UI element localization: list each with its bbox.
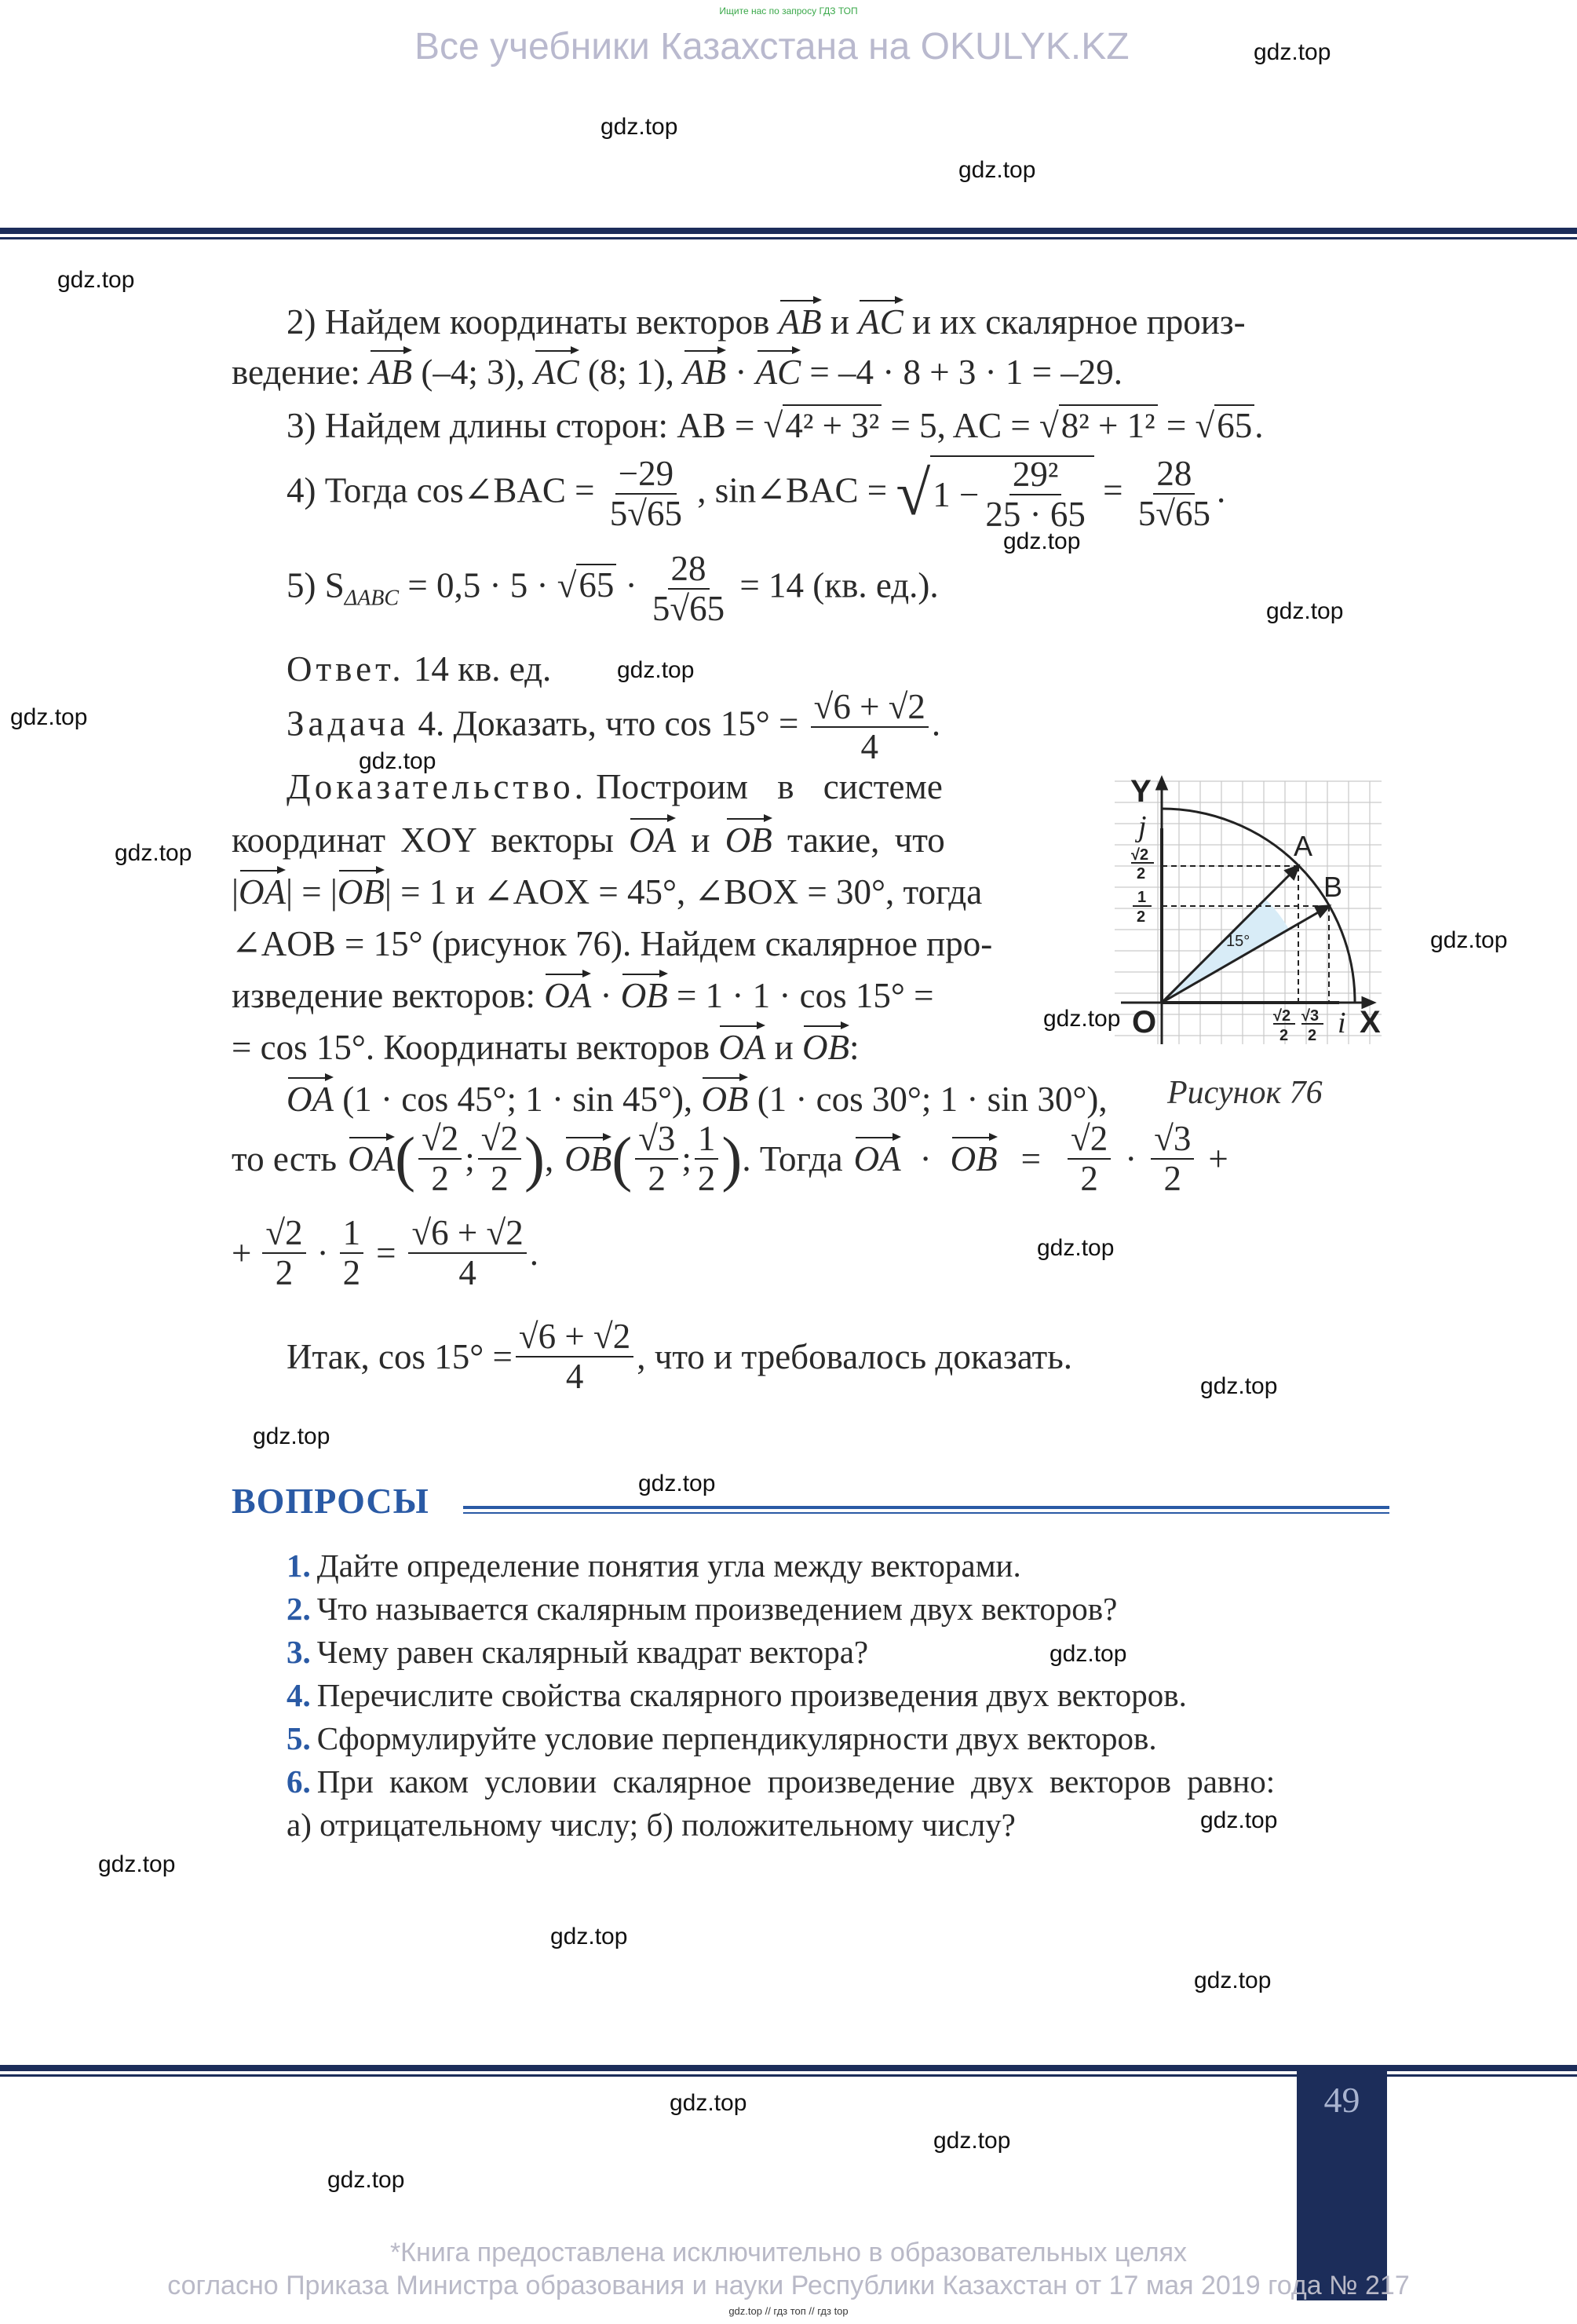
- header-hint: Ищите нас по запросу ГДЗ ТОП: [719, 5, 858, 16]
- proof-line6-text: = cos 15°. Координаты векторов: [232, 1028, 710, 1067]
- step5-text-b: = 0,5 · 5 ·: [407, 565, 549, 605]
- fraction-numerator: 28: [668, 551, 710, 590]
- vector-ob: OB: [725, 820, 772, 860]
- footer-note-2: согласно Приказа Министра образования и науки Республики Казахстан от 17 мая 2019 года № 217: [167, 2271, 1410, 2300]
- plus-sign: +: [1208, 1138, 1228, 1178]
- watermark: gdz.top: [1254, 39, 1331, 65]
- vector-ob: OB: [337, 872, 385, 912]
- x-tick-sqrt3-den: 2: [1308, 1027, 1317, 1044]
- label-B: B: [1323, 871, 1343, 903]
- watermark: gdz.top: [958, 157, 1036, 183]
- vector-oa: OA: [853, 1138, 901, 1178]
- fraction-denominator: 5√65: [1137, 494, 1210, 533]
- fraction-one-half: [340, 1215, 364, 1291]
- proof-line4-text: ∠AOB = 15° (рисунок 76). Найдем скалярное про-: [232, 924, 993, 963]
- fraction-denominator: 4: [458, 1253, 476, 1292]
- watermark: gdz.top: [1050, 1641, 1127, 1667]
- proof-line2-end: такие, что: [787, 820, 945, 860]
- watermark: gdz.top: [1200, 1807, 1278, 1833]
- semicolon: ;: [681, 1138, 692, 1178]
- vector-oa: OA: [544, 976, 592, 1015]
- proof-line9: [232, 1215, 538, 1291]
- step5-fraction: [649, 551, 728, 627]
- watermark: gdz.top: [1194, 1968, 1272, 1993]
- question-text: Чему равен скалярный квадрат вектора?: [316, 1634, 869, 1670]
- proof-line2: [232, 820, 945, 860]
- fraction-numerator: 1: [340, 1215, 364, 1254]
- vector-ab: AB: [683, 353, 727, 392]
- period: .: [529, 1233, 539, 1273]
- proof-line3: [232, 872, 983, 912]
- fraction-numerator: √6 + √2: [408, 1215, 526, 1254]
- conclusion-text-b: , что и требовалось доказать.: [637, 1336, 1072, 1376]
- step4-fraction-sin: [1135, 456, 1214, 532]
- step4-fraction-cos: [607, 456, 685, 532]
- fraction-denominator: 2: [648, 1159, 666, 1198]
- fraction-result: [408, 1215, 526, 1291]
- step3-radicand-1: 4² + 3²: [783, 404, 882, 445]
- watermark: gdz.top: [98, 1851, 176, 1877]
- questions-heading: ВОПРОСЫ: [232, 1481, 429, 1521]
- abs-bar: |: [232, 872, 239, 912]
- question-number: 1.: [287, 1548, 311, 1584]
- step4-radicand: 1 −: [933, 474, 980, 514]
- vector-oa: OA: [348, 1138, 396, 1178]
- step4-fraction-inner: [982, 457, 1089, 532]
- question-text: Что называется скалярным произведением двух векторов?: [316, 1591, 1118, 1627]
- proof-line5-result: = 1 · 1 · cos 15° =: [677, 976, 934, 1015]
- question-text: Дайте определение понятия угла между векторами.: [316, 1548, 1021, 1584]
- fraction-denominator: 4: [565, 1357, 584, 1396]
- vector-ob: OB: [701, 1080, 749, 1119]
- question-number: 5.: [287, 1720, 311, 1756]
- fraction-numerator: √2: [1068, 1121, 1111, 1160]
- step2-text-a: 2) Найдем координаты векторов: [287, 302, 770, 342]
- vector-ob: OB: [620, 976, 668, 1015]
- fraction-denominator: 4: [860, 727, 879, 766]
- vector-ab: AB: [778, 302, 822, 342]
- task4-text: 4. Доказать, что cos 15° =: [418, 703, 799, 744]
- figure-76: [1115, 773, 1389, 1052]
- y-tick-half: 1: [1137, 889, 1147, 906]
- question-text: Перечислите свойства скалярного произведения двух векторов.: [316, 1677, 1187, 1713]
- vector-ac: AC: [534, 353, 579, 392]
- semicolon: ;: [465, 1138, 475, 1178]
- x-tick-sqrt2-den: 2: [1279, 1027, 1289, 1044]
- header-title[interactable]: Все учебники Казахстана на OKULYK.KZ: [414, 26, 1130, 68]
- dot-sign: ·: [600, 976, 612, 1015]
- fraction-sqrt3-over-2: [635, 1121, 678, 1197]
- step3-text-a: 3) Найдем длины сторон: AB =: [287, 406, 755, 445]
- proof-line8-text: то есть: [232, 1138, 338, 1178]
- answer-label: Ответ.: [287, 649, 405, 689]
- question-4: [287, 1676, 1187, 1714]
- watermark: gdz.top: [550, 1924, 628, 1949]
- vector-ob: OB: [950, 1138, 998, 1178]
- fraction-denominator: 2: [275, 1253, 294, 1292]
- label-j: j: [1138, 810, 1147, 843]
- y-tick-sqrt2: √2: [1131, 846, 1149, 864]
- step5-line: 5) $S_{\Delta ABC} = 0,5 \cdot 5 \cdot √65$ · $\frac{28}{5√65}$ = 14 (кв. ед.).: [287, 549, 939, 628]
- paren-close: ): [524, 1124, 545, 1193]
- fraction-numerator: √3: [635, 1121, 678, 1160]
- y-tick-half-den: 2: [1137, 908, 1146, 926]
- fraction-numerator: 1: [695, 1121, 719, 1160]
- vector-oa: OA: [718, 1028, 766, 1067]
- x-tick-sqrt3: √3: [1301, 1007, 1320, 1025]
- vector-ob: OB: [801, 1028, 849, 1067]
- label-X: X: [1360, 1005, 1381, 1040]
- step5-text-d: = 14 (кв. ед.).: [739, 565, 939, 605]
- vector-oa: OA: [629, 820, 677, 860]
- axes: [1121, 778, 1374, 1044]
- top-rule-thin: [0, 237, 1577, 239]
- question-number: 3.: [287, 1634, 311, 1670]
- step5-radicand: 65: [576, 564, 616, 605]
- footer-small: gdz.top // гдз топ // гдз top: [728, 2305, 849, 2317]
- ac-coords: (8; 1),: [587, 353, 674, 392]
- step4-line: 4) Тогда cos∠BAC = $\frac{-29}{5√65}$ , sin∠BAC = √ 1 − $\frac{\text{29²}}{25 \cdot 65}$ = $\frac{28}{5√65}$ .: [287, 454, 1226, 534]
- proof-line5: [232, 978, 934, 1014]
- step2-line2-text: ведение:: [232, 353, 360, 392]
- fraction-denominator: 2: [1163, 1159, 1182, 1198]
- label-A: A: [1294, 830, 1313, 862]
- vector-ob: OB: [564, 1138, 612, 1178]
- ob-coords: (1 · cos 30°; 1 · sin 30°),: [757, 1080, 1108, 1119]
- dot-sign: ·: [316, 1233, 329, 1273]
- question-number: 2.: [287, 1591, 311, 1627]
- fraction-sqrt2-over-2: [478, 1121, 521, 1197]
- step4-text-b: , sin∠BAC =: [697, 470, 888, 510]
- x-tick-sqrt2: √2: [1273, 1007, 1291, 1025]
- fraction-numerator: √6 + √2: [811, 689, 929, 728]
- fraction-denominator: 2: [342, 1253, 361, 1292]
- step4-end: .: [1217, 470, 1226, 510]
- proof-then: . Тогда: [742, 1138, 843, 1178]
- vector-oa: OA: [287, 1080, 334, 1119]
- step2-text-b: и их скалярное произ-: [912, 302, 1246, 342]
- paren-close: ): [721, 1124, 743, 1193]
- question-text: При каком условии скалярное произведение двух векторов равно:: [316, 1763, 1276, 1800]
- step5-subscript: ΔABC: [344, 586, 400, 611]
- fraction-numerator: 29²: [1009, 457, 1062, 495]
- question-5: [287, 1719, 1157, 1757]
- watermark: gdz.top: [1200, 1373, 1278, 1399]
- comma: ,: [544, 1138, 554, 1178]
- watermark: gdz.top: [617, 657, 695, 683]
- proof-line1-text: Построим в системе: [596, 767, 943, 806]
- fraction-sqrt3-over-2: [1151, 1121, 1194, 1197]
- step4-text-a: 4) Тогда cos∠BAC =: [287, 470, 595, 510]
- step3-radicand-2: 8² + 1²: [1059, 404, 1158, 445]
- label-i: i: [1338, 1007, 1346, 1040]
- equals-sign: =: [1020, 1138, 1041, 1178]
- watermark: gdz.top: [601, 114, 678, 140]
- watermark: gdz.top: [1003, 528, 1081, 554]
- y-tick-sqrt2-den: 2: [1137, 865, 1146, 882]
- dot-sign: ·: [919, 1138, 932, 1178]
- proof-line5-text: изведение векторов:: [232, 976, 536, 1015]
- fraction-sqrt2-over-2: [262, 1215, 305, 1291]
- fraction-numerator: √2: [262, 1215, 305, 1254]
- fraction-numerator: √6 + √2: [516, 1319, 633, 1357]
- watermark: gdz.top: [670, 2090, 747, 2116]
- fraction-numerator: 28: [1153, 456, 1195, 495]
- watermark: gdz.top: [57, 267, 135, 293]
- proof-line7: [287, 1082, 1108, 1117]
- paren-open: (: [611, 1124, 633, 1193]
- vector-ab: AB: [369, 353, 413, 392]
- step5-text-c: ·: [625, 565, 637, 605]
- ab-coords: (–4; 3),: [421, 353, 525, 392]
- step5-text-a: 5) S: [287, 565, 345, 605]
- step3-radicand-3: 65: [1214, 404, 1254, 445]
- plus-sign: +: [232, 1233, 252, 1273]
- footer-note-1: *Книга предоставлена исключительно в образовательных целях: [389, 2238, 1188, 2267]
- fraction-one-half: [695, 1121, 719, 1197]
- watermark: gdz.top: [10, 704, 88, 730]
- equals-sign: =: [376, 1233, 396, 1273]
- step3-text-c: =: [1166, 406, 1187, 445]
- watermark: gdz.top: [1043, 1006, 1121, 1032]
- fraction-numerator: √2: [418, 1121, 462, 1160]
- answer-line: [287, 649, 552, 689]
- proof-line4: [232, 926, 992, 962]
- task4-fraction: [811, 689, 929, 765]
- and-text: и: [691, 820, 710, 860]
- questions-heading-rule: [463, 1506, 1389, 1509]
- fraction-sqrt2-over-2: [1068, 1121, 1111, 1197]
- oa-coords: (1 · cos 45°; 1 · sin 45°),: [342, 1080, 693, 1119]
- question-1: [287, 1547, 1021, 1584]
- question-text: Сформулируйте условие перпендикулярности двух векторов.: [316, 1720, 1157, 1756]
- step2-line1: [287, 302, 1246, 342]
- conclusion-line: [287, 1319, 1072, 1394]
- fraction-numerator: −29: [615, 456, 677, 495]
- question-number: 6.: [287, 1763, 311, 1800]
- watermark: gdz.top: [1430, 927, 1508, 953]
- proof-line2-text: координат XOY векторы: [232, 820, 614, 860]
- fraction-denominator: 25 · 65: [985, 495, 1086, 534]
- task4-label: Задача: [287, 703, 410, 744]
- watermark: gdz.top: [1266, 598, 1344, 624]
- dot-result: = –4 · 8 + 3 · 1 = –29.: [809, 353, 1123, 392]
- watermark: gdz.top: [1037, 1235, 1115, 1261]
- and-text: и: [830, 302, 850, 342]
- fraction-numerator: √3: [1151, 1121, 1194, 1160]
- fraction-numerator: √2: [478, 1121, 521, 1160]
- watermark: gdz.top: [115, 840, 192, 866]
- top-rule: [0, 228, 1577, 234]
- fraction-denominator: 2: [431, 1159, 449, 1198]
- question-6-line2: а) отрицательному числу; б) положительному числу?: [287, 1807, 1016, 1843]
- step2-line2: [232, 355, 1123, 390]
- question-3: [287, 1633, 868, 1671]
- question-number: 4.: [287, 1677, 311, 1713]
- paren-open: (: [395, 1124, 416, 1193]
- task4-end: .: [931, 703, 941, 744]
- fraction-denominator: 2: [697, 1159, 716, 1198]
- question-2: [287, 1590, 1117, 1628]
- watermark: gdz.top: [359, 748, 436, 774]
- watermark: gdz.top: [327, 2167, 405, 2193]
- proof-line8: [232, 1121, 1228, 1197]
- fraction-denominator: 2: [1080, 1159, 1098, 1198]
- answer-text: 14 кв. ед.: [413, 649, 552, 689]
- vector-oa: OA: [239, 872, 287, 912]
- watermark: gdz.top: [253, 1423, 330, 1449]
- vector-ac: AC: [858, 302, 903, 342]
- questions-heading-rule-thin: [463, 1512, 1389, 1514]
- proof-line3-text: | = 1 и ∠AOX = 45°, ∠BOX = 30°, тогда: [384, 872, 983, 912]
- step3-line: 3) Найдем длины сторон: AB = √4² + 3² = 5, AC = √8² + 1² = √65.: [287, 406, 1264, 445]
- fraction-denominator: 5√65: [652, 589, 725, 628]
- step3-text-b: = 5, AC =: [890, 406, 1031, 445]
- fraction-sqrt2-over-2: [418, 1121, 462, 1197]
- step3-text-d: .: [1254, 406, 1264, 445]
- conclusion-fraction: [516, 1319, 633, 1394]
- label-Y: Y: [1130, 774, 1152, 809]
- proof-label: Доказательство.: [287, 767, 587, 806]
- fraction-denominator: 2: [491, 1159, 509, 1198]
- vector-ac: AC: [755, 353, 801, 392]
- watermark: gdz.top: [638, 1471, 716, 1496]
- proof-line6: [232, 1030, 859, 1065]
- label-angle: 15°: [1226, 933, 1250, 950]
- question-6: [287, 1763, 1275, 1800]
- conclusion-text-a: Итак, cos 15° =: [287, 1336, 513, 1376]
- fraction-denominator: 5√65: [609, 494, 682, 533]
- dot-sign: ·: [1125, 1138, 1137, 1178]
- colon: :: [849, 1028, 860, 1067]
- equals-sign: =: [1103, 470, 1123, 510]
- dot-sign: ·: [735, 353, 747, 392]
- page-number: 49: [1323, 2080, 1360, 2120]
- label-O: O: [1132, 1005, 1157, 1040]
- watermark: gdz.top: [933, 2128, 1011, 2154]
- figure-caption: Рисунок 76: [1167, 1075, 1323, 1111]
- and-text: и: [774, 1028, 794, 1067]
- abs-eq: | = |: [286, 872, 338, 912]
